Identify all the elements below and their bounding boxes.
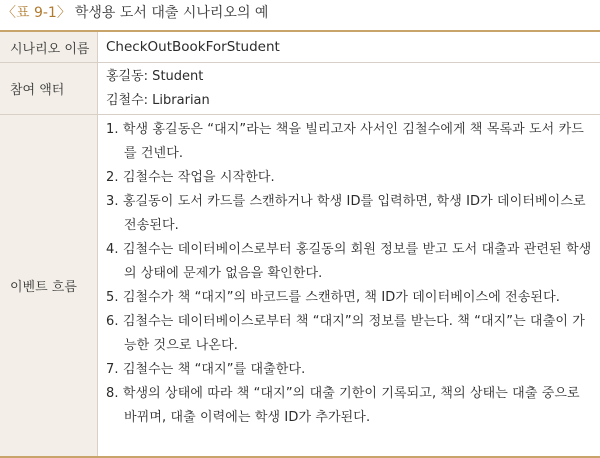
event-item: 1. 학생 홍길동은 “대지”라는 책을 빌리고자 사서인 김철수에게 책 목록과 도서 카드를 건넨다. (106, 122, 584, 161)
actors-value (98, 63, 600, 114)
event-list (106, 118, 592, 430)
table-row-scenario-name (0, 32, 600, 62)
event-item: 8. 학생의 상태에 따라 책 “대지”의 대출 기한이 기록되고, 책의 상태는 대출 중으로 바뀌며, 대출 이력에는 학생 ID가 추가된다. (106, 386, 580, 425)
event-item: 6. 김철수는 데이터베이스로부터 책 “대지”의 정보를 받는다. 책 “대지”는 대출이 가능한 것으로 나온다. (106, 314, 585, 353)
event-item: 7. 김철수는 책 “대지”를 대출한다. (106, 362, 306, 377)
event-flow-value (98, 115, 600, 456)
scenario-name-value: CheckOutBookForStudent (106, 39, 280, 55)
table-number: 〈표 9-1〉 (2, 5, 71, 21)
actor-student: 홍길동: Student (106, 69, 204, 84)
row-header-event-flow: 이벤트 흐름 (0, 115, 98, 456)
event-item: 4. 김철수는 데이터베이스로부터 홍길동의 회원 정보를 받고 도서 대출과 관련된 학생의 상태에 문제가 없음을 확인한다. (106, 242, 592, 281)
actor-librarian: 김철수: Librarian (106, 93, 210, 108)
scenario-table (0, 30, 600, 458)
event-item: 3. 홍길동이 도서 카드를 스캔하거나 학생 ID를 입력하면, 학생 ID가 데이터베이스로 전송된다. (106, 194, 586, 233)
table-row-actors (0, 62, 600, 114)
row-header-scenario-name: 시나리오 이름 (0, 32, 98, 62)
table-row-event-flow (0, 114, 600, 456)
event-item: 2. 김철수는 작업을 시작한다. (106, 170, 275, 185)
table-title: 학생용 도서 대출 시나리오의 예 (74, 5, 269, 21)
event-item: 5. 김철수가 책 “대지”의 바코드를 스캔하면, 책 ID가 데이터베이스에 전송된다. (106, 290, 560, 305)
table-caption (2, 4, 268, 22)
row-header-actors: 참여 액터 (0, 63, 98, 114)
